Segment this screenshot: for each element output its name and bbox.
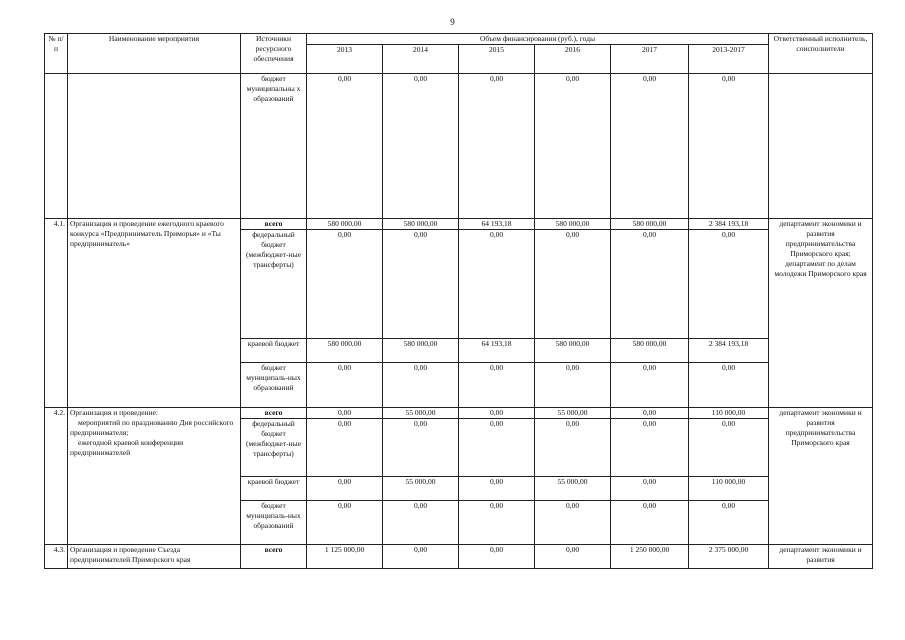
item-name: [68, 408, 241, 545]
cell-value: 2 384 193,18: [689, 339, 769, 363]
cell-value: 0,00: [459, 74, 535, 219]
item-name: Организация и проведение Съезда предпринимателей Приморского края: [68, 545, 241, 569]
cell-source: краевой бюджет: [241, 477, 307, 501]
cell-value: 0,00: [689, 363, 769, 408]
header-year: 2016: [535, 45, 611, 74]
header-name: Наименование мероприятия: [68, 34, 241, 74]
cell-value: 0,00: [611, 477, 689, 501]
cell-value: 0,00: [383, 501, 459, 545]
cell-value: 0,00: [307, 477, 383, 501]
cell-value: 0,00: [611, 501, 689, 545]
cell-value: 0,00: [611, 74, 689, 219]
cell-value: 0,00: [611, 363, 689, 408]
cell-value: 0,00: [459, 477, 535, 501]
item-responsible: департамент экономики и развития предпринимательства Приморского края: [769, 408, 873, 545]
cell-value: 1 250 000,00: [611, 545, 689, 569]
cell-value: 0,00: [689, 74, 769, 219]
item-name-line: Организация и проведение:: [70, 408, 158, 417]
header-year: 2017: [611, 45, 689, 74]
cell-value: 0,00: [307, 74, 383, 219]
cell-source: бюджет муниципаль-ных образований: [241, 501, 307, 545]
cell-value: 0,00: [535, 545, 611, 569]
item-name-line: ежегодной краевой конференции предпринимателей: [70, 438, 184, 457]
item-responsible: департамент экономики и развития: [769, 545, 873, 569]
header-sources: Источники ресурсного обеспечения: [241, 34, 307, 74]
header-num: № п/п: [45, 34, 68, 74]
cell-value: 110 000,00: [689, 477, 769, 501]
cell-num: [45, 74, 68, 219]
cell-value: 0,00: [611, 419, 689, 477]
cell-value: 0,00: [307, 363, 383, 408]
cell-value: 64 193,18: [459, 339, 535, 363]
cell-value: 0,00: [689, 501, 769, 545]
cell-value: 580 000,00: [611, 219, 689, 230]
cell-value: 0,00: [535, 74, 611, 219]
cell-value: 0,00: [535, 230, 611, 339]
cell-value: 0,00: [307, 419, 383, 477]
cell-value: 2 384 193,18: [689, 219, 769, 230]
item-responsible: департамент экономики и развития предпринимательства Приморского края; департамент по делам молодежи Приморского края: [769, 219, 873, 408]
item-number: 4.1.: [45, 219, 68, 408]
cell-source: бюджет муниципальны х образований: [241, 74, 307, 219]
cell-value: 580 000,00: [383, 219, 459, 230]
cell-value: 0,00: [383, 74, 459, 219]
cell-value: 55 000,00: [535, 477, 611, 501]
table-row: [45, 219, 873, 230]
cell-source: всего: [241, 545, 307, 569]
header-year: 2015: [459, 45, 535, 74]
cell-value: 0,00: [307, 230, 383, 339]
header-year: 2014: [383, 45, 459, 74]
cell-value: 0,00: [459, 408, 535, 419]
cell-responsible: [769, 74, 873, 219]
cell-value: 0,00: [459, 363, 535, 408]
item-number: 4.2.: [45, 408, 68, 545]
cell-value: 0,00: [459, 501, 535, 545]
cell-value: 55 000,00: [383, 477, 459, 501]
page-number: 9: [450, 17, 455, 27]
header-year: 2013: [307, 45, 383, 74]
cell-value: 0,00: [383, 419, 459, 477]
cell-value: 580 000,00: [383, 339, 459, 363]
cell-value: 0,00: [383, 545, 459, 569]
cell-value: 580 000,00: [535, 219, 611, 230]
cell-value: 0,00: [307, 408, 383, 419]
cell-value: 0,00: [611, 408, 689, 419]
cell-source: бюджет муниципаль-ных образований: [241, 363, 307, 408]
header-responsible: Ответственный исполнитель, соисполнители: [769, 34, 873, 74]
item-name: Организация и проведение ежегодного краевого конкурса «Предприниматель Приморья» и «Ты предприниматель»: [68, 219, 241, 408]
cell-value: 0,00: [459, 545, 535, 569]
cell-value: 580 000,00: [535, 339, 611, 363]
financing-table: [44, 33, 873, 569]
cell-value: 0,00: [611, 230, 689, 339]
cell-value: 55 000,00: [383, 408, 459, 419]
cell-value: 0,00: [383, 363, 459, 408]
cell-value: 1 125 000,00: [307, 545, 383, 569]
cell-value: 0,00: [689, 419, 769, 477]
item-name-line: мероприятий по празднованию Дня российского предпринимателя;: [70, 418, 234, 437]
cell-value: 2 375 000,00: [689, 545, 769, 569]
table-row: [45, 408, 873, 419]
cell-value: 64 193,18: [459, 219, 535, 230]
cell-value: 0,00: [459, 230, 535, 339]
cell-source: федеральный бюджет (межбюджет-ные трансферты): [241, 230, 307, 339]
cell-value: 0,00: [535, 363, 611, 408]
cell-value: 55 000,00: [535, 408, 611, 419]
cell-name: [68, 74, 241, 219]
table-row: [45, 74, 873, 219]
cell-value: 0,00: [535, 419, 611, 477]
cell-source: всего: [241, 408, 307, 419]
cell-value: 580 000,00: [611, 339, 689, 363]
cell-value: 0,00: [459, 419, 535, 477]
cell-value: 0,00: [307, 501, 383, 545]
cell-source: всего: [241, 219, 307, 230]
cell-value: 110 000,00: [689, 408, 769, 419]
cell-value: 0,00: [689, 230, 769, 339]
item-number: 4.3.: [45, 545, 68, 569]
cell-value: 580 000,00: [307, 339, 383, 363]
header-year: 2013-2017: [689, 45, 769, 74]
cell-value: 580 000,00: [307, 219, 383, 230]
table-row: [45, 545, 873, 569]
cell-source: федеральный бюджет (межбюджет-ные трансферты): [241, 419, 307, 477]
cell-value: 0,00: [535, 501, 611, 545]
cell-value: 0,00: [383, 230, 459, 339]
header-funding: Объем финансирования (руб.), годы: [307, 34, 769, 45]
cell-source: краевой бюджет: [241, 339, 307, 363]
